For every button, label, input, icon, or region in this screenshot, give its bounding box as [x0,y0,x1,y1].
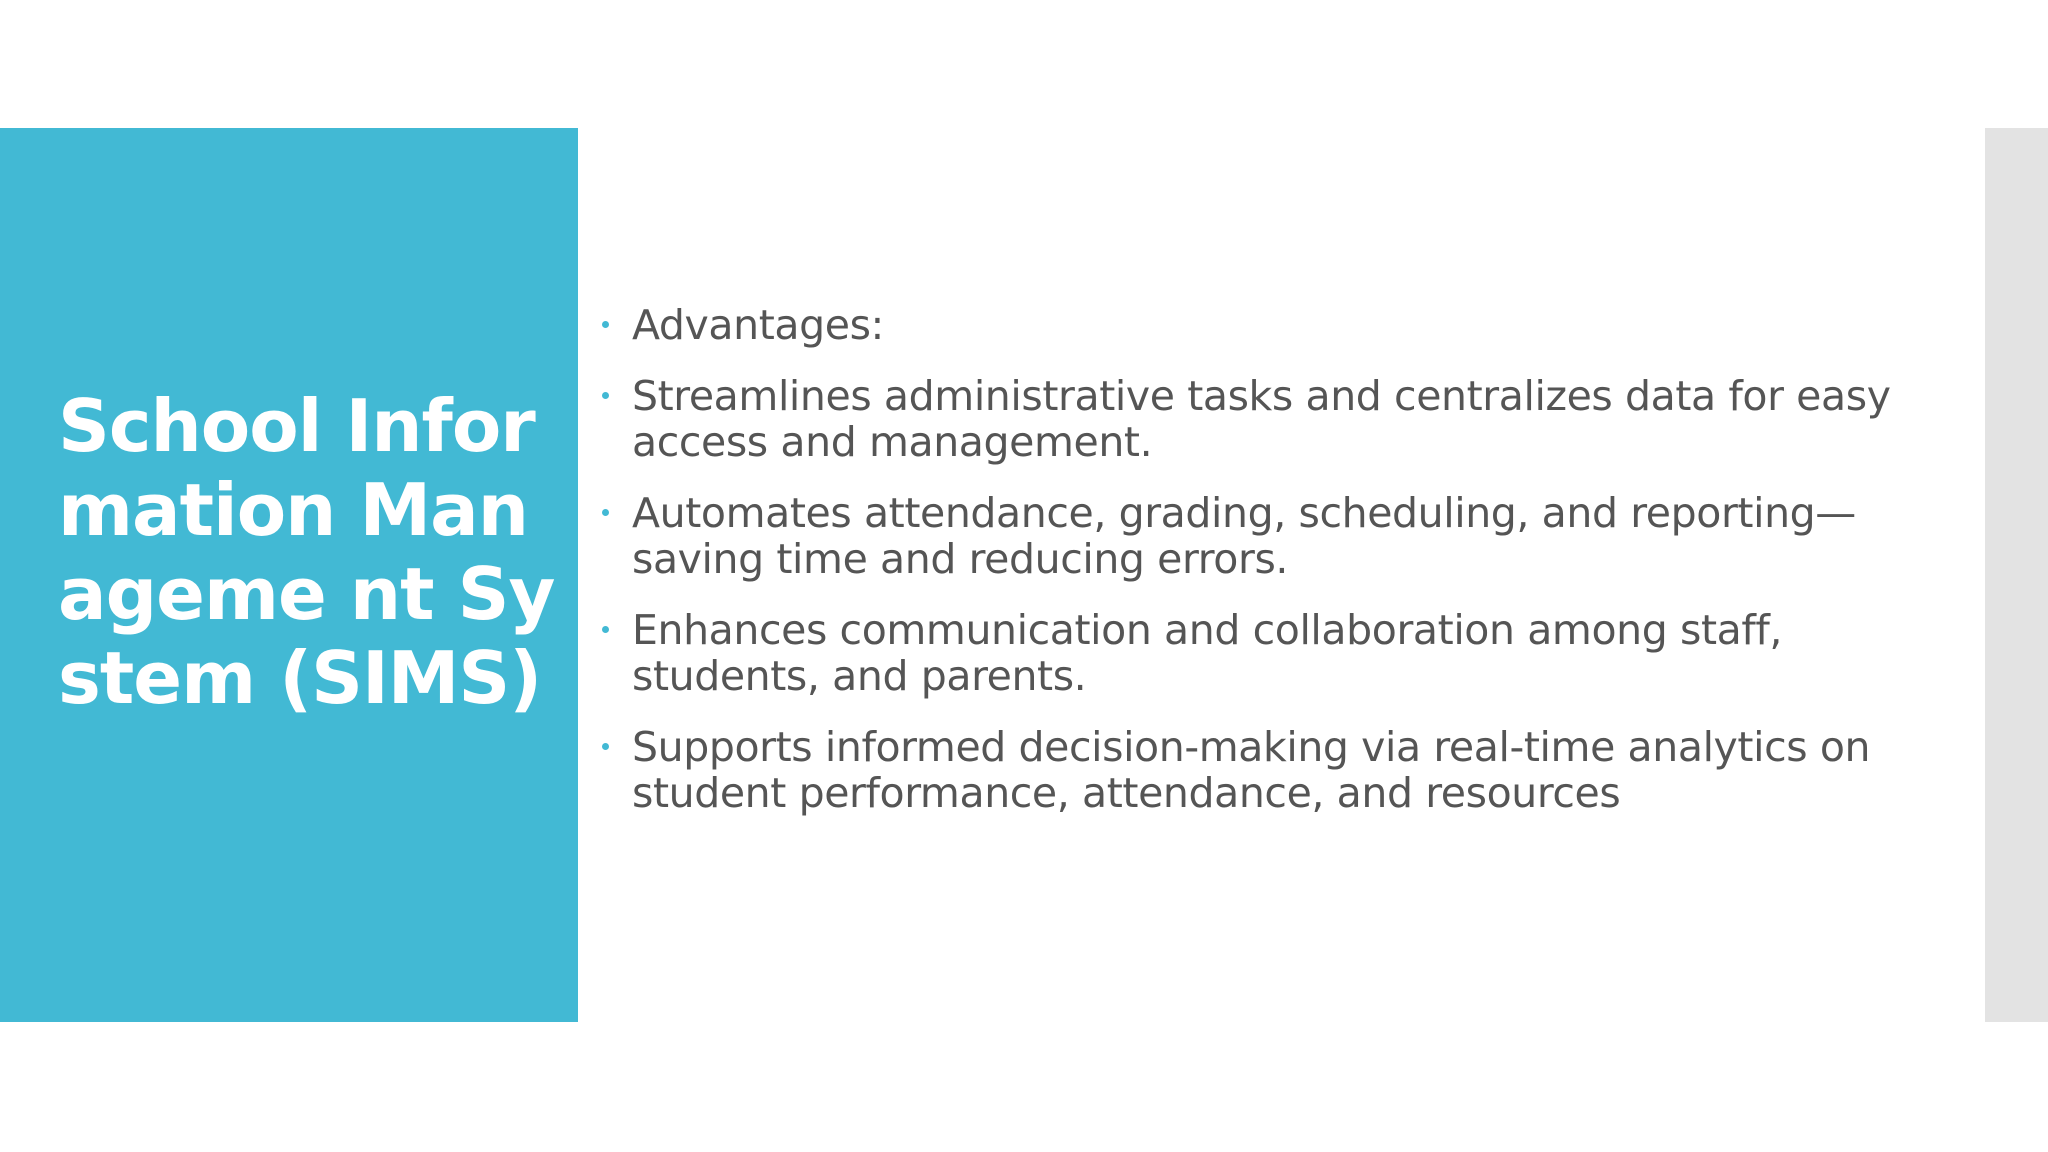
bullet-dot-icon [602,321,609,328]
bullet-list [600,302,1900,816]
bullet-item [600,373,1900,465]
bullet-text: Streamlines administrative tasks and centralizes data for easy access and management. [632,372,1891,466]
bullet-dot-icon [602,392,609,399]
bullet-text: Enhances communication and collaboration among staff, students, and parents. [632,606,1783,700]
bullet-text: Supports informed decision-making via real-time analytics on student performance, attendance, and resources [632,723,1871,817]
bullet-dot-icon [602,743,609,750]
bullet-text: Automates attendance, grading, scheduling, and reporting—saving time and reducing errors. [632,489,1856,583]
bullet-dot-icon [602,626,609,633]
bullet-item [600,607,1900,699]
bullet-item [600,302,1900,348]
right-accent-bar [1985,128,2048,1022]
slide-title: School Information Manageme nt System (SIMS) [58,384,555,720]
content-area [600,302,1900,841]
bullet-dot-icon [602,509,609,516]
bullet-item [600,490,1900,582]
bullet-item [600,724,1900,816]
bullet-text: Advantages: [632,301,884,349]
